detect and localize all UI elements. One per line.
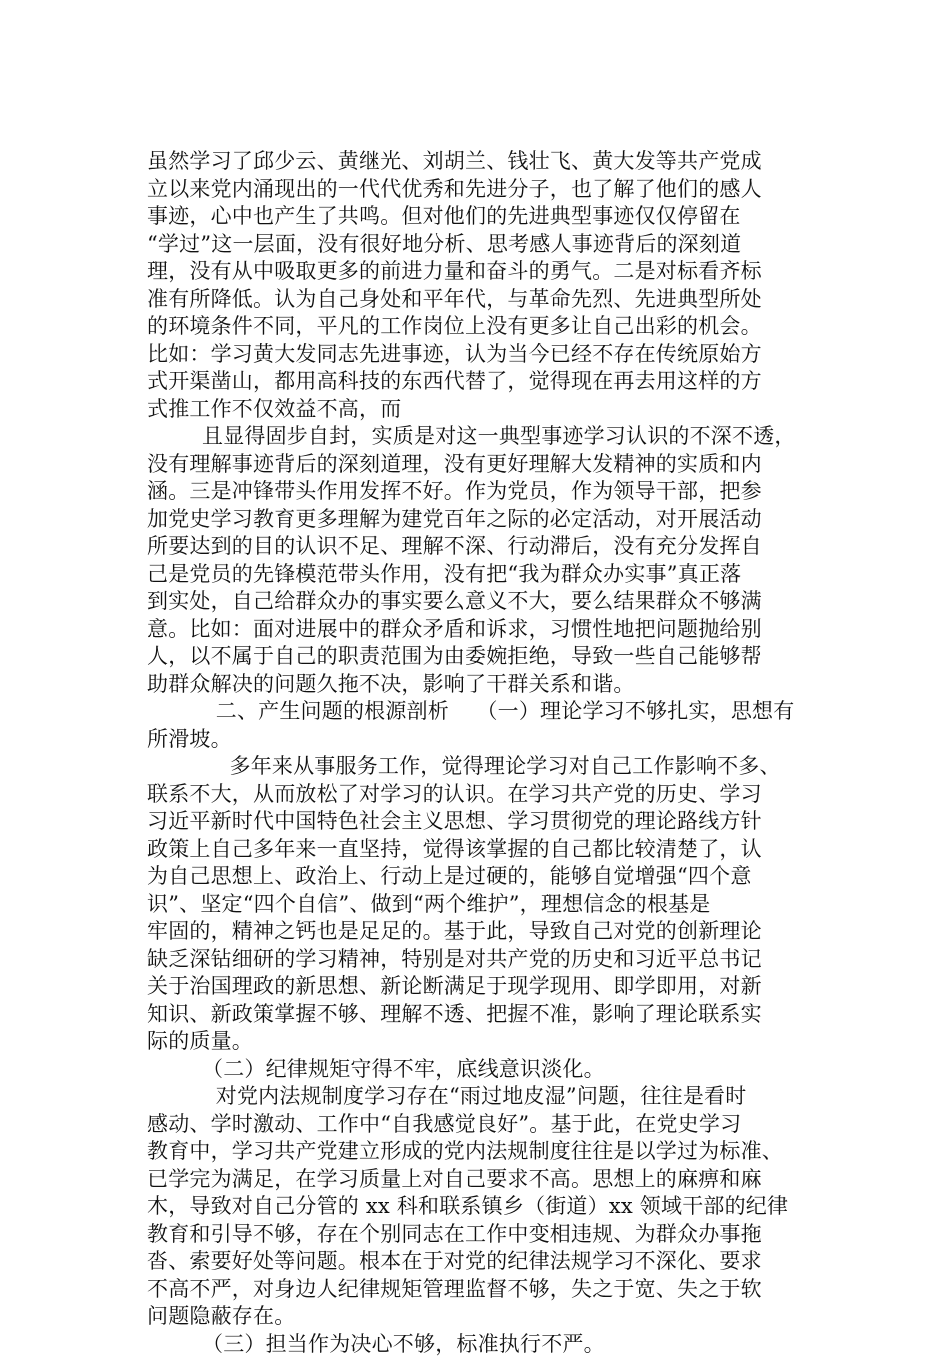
- text-line: 没有理解事迹背后的深刻道理，没有更好理解大发精神的实质和内: [147, 451, 813, 479]
- subsection-heading-line: （三）担当作为决心不够，标准执行不严。: [147, 1331, 813, 1358]
- text-line: 沓、索要好处等问题。根本在于对党的纪律法规学习不深化、要求: [147, 1248, 813, 1276]
- text-line: 知识、新政策掌握不够、理解不透、把握不准，影响了理论联系实: [147, 1001, 813, 1029]
- text-line: 已学完为满足，在学习质量上对自己要求不高。思想上的麻痹和麻: [147, 1166, 813, 1194]
- document-page: [147, 148, 813, 1358]
- text-line: 事迹，心中也产生了共鸣。但对他们的先进典型事迹仅仅停留在: [147, 203, 813, 231]
- text-line: 对党内法规制度学习存在“雨过地皮湿”问题，往往是看时: [147, 1083, 813, 1111]
- text-line: 到实处，自己给群众办的事实要么意义不大，要么结果群众不够满: [147, 588, 813, 616]
- text-line: 己是党员的先锋模范带头作用，没有把“我为群众办实事”真正落: [147, 561, 813, 589]
- text-line: 政策上自己多年来一直坚持，觉得该掌握的自己都比较清楚了，认: [147, 836, 813, 864]
- text-line: 的环境条件不同，平凡的工作岗位上没有更多让自己出彩的机会。: [147, 313, 813, 341]
- text-line: 所滑坡。: [147, 726, 813, 754]
- text-line: 意。比如：面对进展中的群众矛盾和诉求，习惯性地把问题抛给别: [147, 616, 813, 644]
- text-line: 际的质量。: [147, 1028, 813, 1056]
- text-line: 且显得固步自封，实质是对这一典型事迹学习认识的不深不透，: [147, 423, 813, 451]
- text-line: 问题隐蔽存在。: [147, 1303, 813, 1331]
- text-line: 理，没有从中吸取更多的前进力量和奋斗的勇气。二是对标看齐标: [147, 258, 813, 286]
- text-line: 涵。三是冲锋带头作用发挥不好。作为党员，作为领导干部，把参: [147, 478, 813, 506]
- subsection-heading-line: （二）纪律规矩守得不牢，底线意识淡化。: [147, 1056, 813, 1084]
- text-line: 为自己思想上、政治上、行动上是过硬的，能够自觉增强“四个意: [147, 863, 813, 891]
- text-line: 虽然学习了邱少云、黄继光、刘胡兰、钱壮飞、黄大发等共产党成: [147, 148, 813, 176]
- text-line: 人，以不属于自己的职责范围为由委婉拒绝，导致一些自己能够帮: [147, 643, 813, 671]
- text-line: 教育和引导不够，存在个别同志在工作中变相违规、为群众办事拖: [147, 1221, 813, 1249]
- text-line: 式开渠凿山，都用高科技的东西代替了，觉得现在再去用这样的方: [147, 368, 813, 396]
- text-line: 识”、坚定“四个自信”、做到“两个维护”，理想信念的根基是: [147, 891, 813, 919]
- text-line: 式推工作不仅效益不高，而: [147, 396, 813, 424]
- text-line: 木，导致对自己分管的 xx 科和联系镇乡（街道）xx 领域干部的纪律: [147, 1193, 813, 1221]
- text-line: 比如：学习黄大发同志先进事迹，认为当今已经不存在传统原始方: [147, 341, 813, 369]
- text-line: 联系不大，从而放松了对学习的认识。在学习共产党的历史、学习: [147, 781, 813, 809]
- text-line: 牢固的，精神之钙也是足足的。基于此，导致自己对党的创新理论: [147, 918, 813, 946]
- text-line: “学过”这一层面，没有很好地分析、思考感人事迹背后的深刻道: [147, 231, 813, 259]
- text-line: 教育中，学习共产党建立形成的党内法规制度往往是以学过为标准、: [147, 1138, 813, 1166]
- text-line: 不高不严，对身边人纪律规矩管理监督不够，失之于宽、失之于软: [147, 1276, 813, 1304]
- text-line: 习近平新时代中国特色社会主义思想、学习贯彻党的理论路线方针: [147, 808, 813, 836]
- text-line: 助群众解决的问题久拖不决，影响了干群关系和谐。: [147, 671, 813, 699]
- text-line: 加党史学习教育更多理解为建党百年之际的必定活动，对开展活动: [147, 506, 813, 534]
- text-line: 缺乏深钻细研的学习精神，特别是对共产党的历史和习近平总书记: [147, 946, 813, 974]
- text-line: 所要达到的目的认识不足、理解不深、行动滞后，没有充分发挥自: [147, 533, 813, 561]
- section-heading-line: 二、产生问题的根源剖析 （一）理论学习不够扎实，思想有: [147, 698, 813, 726]
- text-line: 准有所降低。认为自己身处和平年代，与革命先烈、先进典型所处: [147, 286, 813, 314]
- text-line: 多年来从事服务工作，觉得理论学习对自己工作影响不多、: [147, 753, 813, 781]
- text-line: 立以来党内涌现出的一代代优秀和先进分子，也了解了他们的感人: [147, 176, 813, 204]
- text-line: 关于治国理政的新思想、新论断满足于现学现用、即学即用，对新: [147, 973, 813, 1001]
- text-line: 感动、学时激动、工作中“自我感觉良好”。基于此，在党史学习: [147, 1111, 813, 1139]
